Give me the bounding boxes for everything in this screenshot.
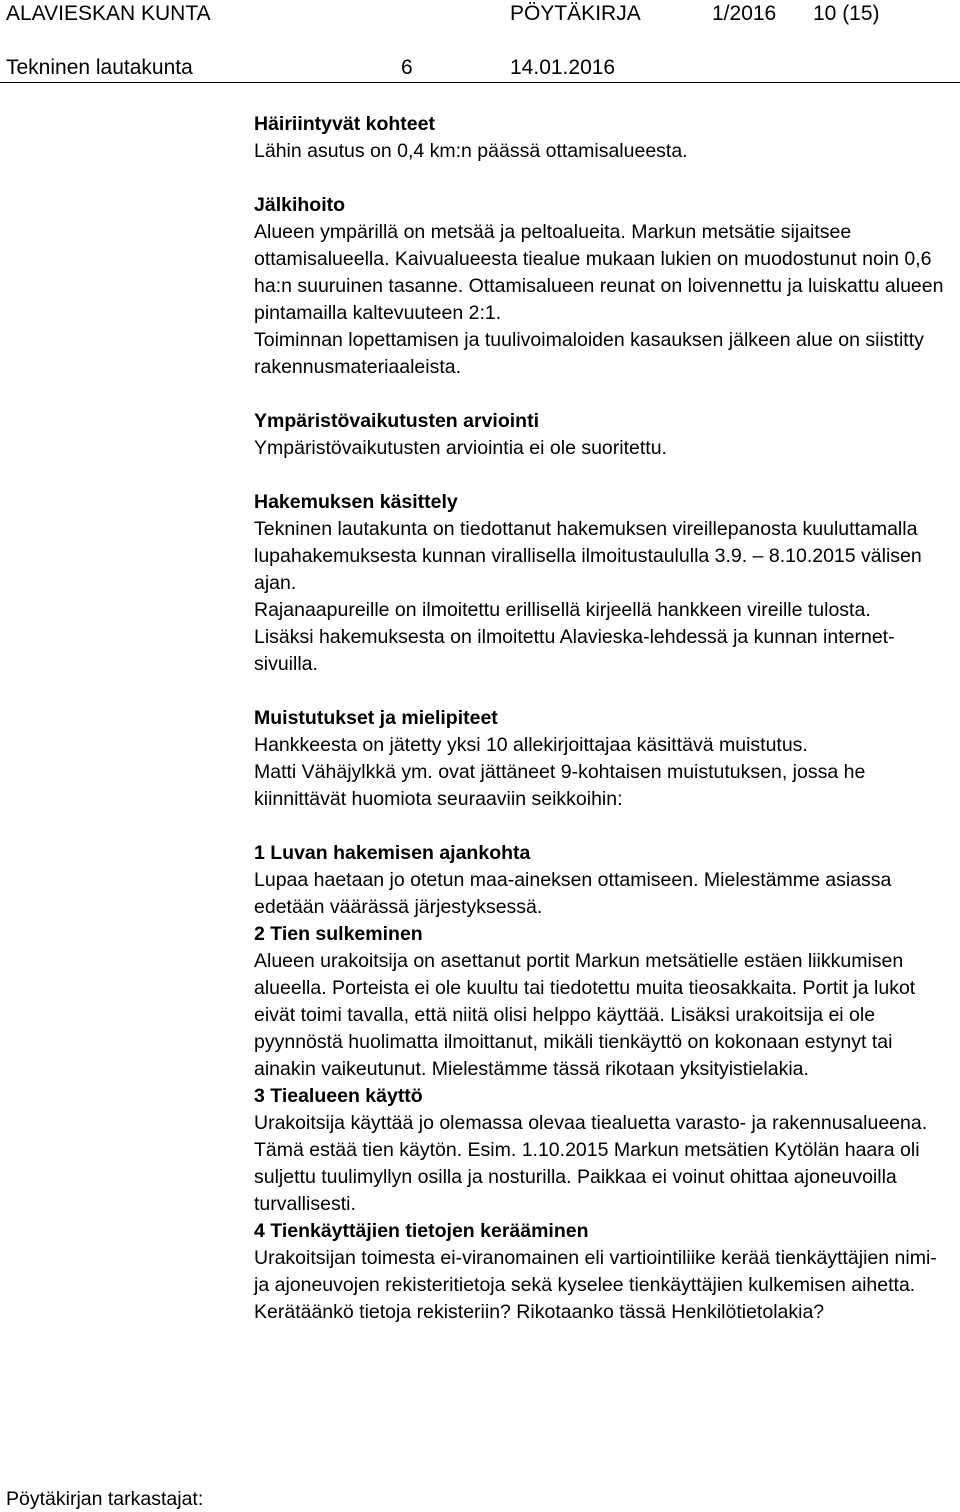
objection-point-1 <box>254 840 954 921</box>
document-body <box>254 111 954 1326</box>
point-title: 1 Luvan hakemisen ajankohta <box>254 842 531 864</box>
point-title: 4 Tienkäyttäjien tietojen kerääminen <box>254 1220 589 1242</box>
document-type: PÖYTÄKIRJA <box>510 2 641 25</box>
point-title: 2 Tien sulkeminen <box>254 923 423 945</box>
section-paragraph: Rajanaapureille on ilmoitettu erillisellä kirjeellä hankkeen vireille tulosta. <box>254 599 871 621</box>
section-paragraph: Ympäristövaikutusten arviointia ei ole suoritettu. <box>254 437 667 459</box>
section-title: Jälkihoito <box>254 194 346 216</box>
section-paragraph: Lisäksi hakemuksesta on ilmoitettu Alavieska-lehdessä ja kunnan internet-sivuilla. <box>254 626 895 675</box>
objection-point-4 <box>254 1218 954 1326</box>
section-disturbed-sites <box>254 111 954 165</box>
section-application-processing <box>254 489 954 678</box>
section-title: Muistutukset ja mielipiteet <box>254 707 498 729</box>
objection-point-2 <box>254 921 954 1083</box>
section-title: Häiriintyvät kohteet <box>254 113 435 135</box>
point-title: 3 Tiealueen käyttö <box>254 1085 423 1107</box>
board-name: Tekninen lautakunta <box>6 56 193 79</box>
section-objections <box>254 705 954 813</box>
objection-point-3 <box>254 1083 954 1218</box>
section-paragraph: Matti Vähäjylkkä ym. ovat jättäneet 9-kohtaisen muistutuksen, jossa he kiinnittävät huomiota seuraaviin seikkoihin: <box>254 761 866 810</box>
section-paragraph: Tekninen lautakunta on tiedottanut hakemuksen vireillepanosta kuuluttamalla lupahakemuksesta kunnan virallisella ilmoitustaululla 3.9. – 8.10.2015 välisen ajan. <box>254 518 922 594</box>
section-paragraph: Toiminnan lopettamisen ja tuulivoimaloiden kasauksen jälkeen alue on siistitty rakennusmateriaaleista. <box>254 329 924 378</box>
section-number: 6 <box>401 56 413 79</box>
issue-number: 1/2016 <box>712 2 777 25</box>
section-title: Ympäristövaikutusten arviointi <box>254 410 539 432</box>
section-paragraph: Alueen ympärillä on metsää ja peltoalueita. Markun metsätie sijaitsee ottamisalueella. Kaivualueesta tiealue mukaan lukien on muodostunut noin 0,6 ha:n suuruinen tasanne. Ottamisalueen reunat on loivennettu ja luiskattu alueen pintamailla kaltevuuteen 2:1. <box>254 221 944 324</box>
municipality-name: ALAVIESKAN KUNTA <box>6 2 211 25</box>
header-rule <box>0 82 960 83</box>
point-text: Alueen urakoitsija on asettanut portit Markun metsätielle estäen liikkumisen alueella. Porteista ei ole kuultu tai tiedotettu muita tieosakkaita. Portit ja lukot eivät toimi tavalla, että niitä olisi helppo käyttää. Lisäksi urakoitsija ei ole pyynnöstä huolimatta ilmoittanut, mikäli tienkäyttö on kokonaan estynyt tai ainakin vaikeutunut. Mielestämme tässä rikotaan yksityistielakia. <box>254 950 916 1080</box>
section-title: Hakemuksen käsittely <box>254 491 458 513</box>
point-text: Urakoitsijan toimesta ei-viranomainen eli vartiointiliike kerää tienkäyttäjien nimi- ja ajoneuvojen rekisteritietoja sekä kyselee tienkäyttäjien kulkemisen aihetta. Kerätäänkö tietoja rekisteriin? Rikotaanko tässä Henkilötietolakia? <box>254 1247 937 1323</box>
point-text: Lupaa haetaan jo otetun maa-aineksen ottamiseen. Mielestämme asiassa edetään väärässä järjestyksessä. <box>254 869 892 918</box>
section-paragraph: Hankkeesta on jätetty yksi 10 allekirjoittajaa käsittävä muistutus. <box>254 734 808 756</box>
point-text: Urakoitsija käyttää jo olemassa olevaa tiealuetta varasto- ja rakennusalueena. Tämä estää tien käytön. Esim. 1.10.2015 Markun metsätien Kytölän haara oli suljettu tuulimyllyn osilla ja nosturilla. Paikkaa ei voinut ohittaa ajoneuvoilla turvallisesti. <box>254 1112 928 1215</box>
section-aftercare <box>254 192 954 381</box>
footer-reviewers-label: Pöytäkirjan tarkastajat: <box>6 1488 204 1510</box>
section-paragraph: Lähin asutus on 0,4 km:n päässä ottamisalueesta. <box>254 140 688 162</box>
section-environmental-assessment <box>254 408 954 462</box>
meeting-date: 14.01.2016 <box>510 56 616 79</box>
page-number: 10 (15) <box>813 2 880 25</box>
